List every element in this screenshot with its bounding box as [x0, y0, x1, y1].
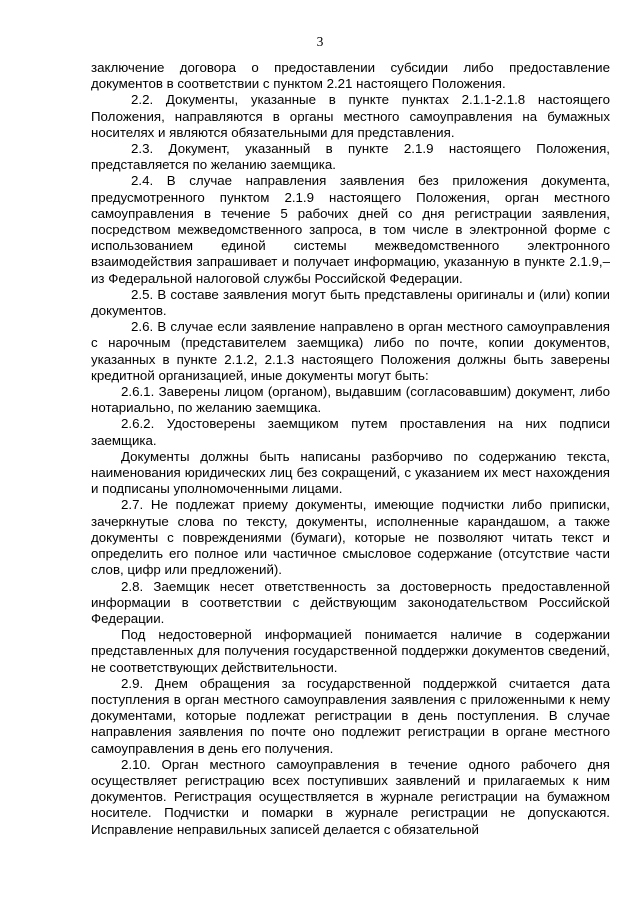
- paragraph: 2.5. В составе заявления могут быть представлены оригиналы и (или) копии документов.: [91, 286, 610, 319]
- paragraph: 2.3. Документ, указанный в пункте 2.1.9 настоящего Положения, представляется по желанию заемщика.: [91, 141, 610, 173]
- paragraph: Документы должны быть написаны разборчиво по содержанию текста, наименования юридических лиц без сокращений, с указанием их мест нахождения и подписаны уполномоченными лицами.: [91, 448, 610, 497]
- paragraph: 2.10. Орган местного самоуправления в течение одного рабочего дня осуществляет регистрацию всех поступивших заявлений и прилагаемых к ним документов. Регистрация осуществляется в журнале регистрации на бумажном носителе. Подчистки и помарки в журнале регистрации не допускаются. Исправление неправильных записей делается с обязательной: [91, 756, 610, 837]
- paragraph: 2.6.2. Удостоверены заемщиком путем проставления на них подписи заемщика.: [91, 416, 610, 448]
- paragraph: 2.2. Документы, указанные в пункте пунктах 2.1.1-2.1.8 настоящего Положения, направляются в органы местного самоуправления на бумажных носителях и являются обязательными для представления.: [91, 92, 610, 140]
- document-body: [91, 60, 610, 838]
- paragraph: 2.8. Заемщик несет ответственность за достоверность предоставленной информации в соответствии с действующим законодательством Российской Федерации.: [91, 578, 610, 626]
- paragraph: 2.7. Не подлежат приему документы, имеющие подчистки либо приписки, зачеркнутые слова по тексту, документы, исполненные карандашом, а также документы с повреждениями (бумаги), которые не позволяют читать текст и определить его полное или частичное смысловое содержание (отсутствие части слов, цифр или предложений).: [91, 497, 610, 578]
- paragraph: 2.6. В случае если заявление направлено в орган местного самоуправления с нарочным (представителем заемщика) либо по почте, копии документов, указанных в пункте 2.1.2, 2.1.3 настоящего Положения должны быть заверены кредитной организацией, иные документы могут быть:: [91, 319, 610, 383]
- paragraph: 2.9. Днем обращения за государственной поддержкой считается дата поступления в орган местного самоуправления заявления с приложенными к нему документами, которые подлежат регистрации в день поступления. В случае направления заявления по почте оно подлежит регистрации в органе местного самоуправления в день его получения.: [91, 675, 610, 756]
- paragraph: заключение договора о предоставлении субсидии либо предоставление документов в соответствии с пунктом 2.21 настоящего Положения.: [91, 60, 610, 92]
- paragraph: Под недостоверной информацией понимается наличие в содержании представленных для получения государственной поддержки документов сведений, не соответствующих действительности.: [91, 627, 610, 675]
- paragraph: 2.4. В случае направления заявления без приложения документа, предусмотренного пунктом 2.1.9 настоящего Положения, орган местного самоуправления в течение 5 рабочих дней со дня регистрации заявления, посредством межведомственного запроса, в том числе в электронной форме с использованием единой системы межведомственного электронного взаимодействия запрашивает и получает информацию, указанную в пункте 2.1.9,– из Федеральной налоговой службы Российской Федерации.: [91, 173, 610, 286]
- paragraph: 2.6.1. Заверены лицом (органом), выдавшим (согласовавшим) документ, либо нотариально, по желанию заемщика.: [91, 384, 610, 416]
- page-number: 3: [316, 34, 324, 49]
